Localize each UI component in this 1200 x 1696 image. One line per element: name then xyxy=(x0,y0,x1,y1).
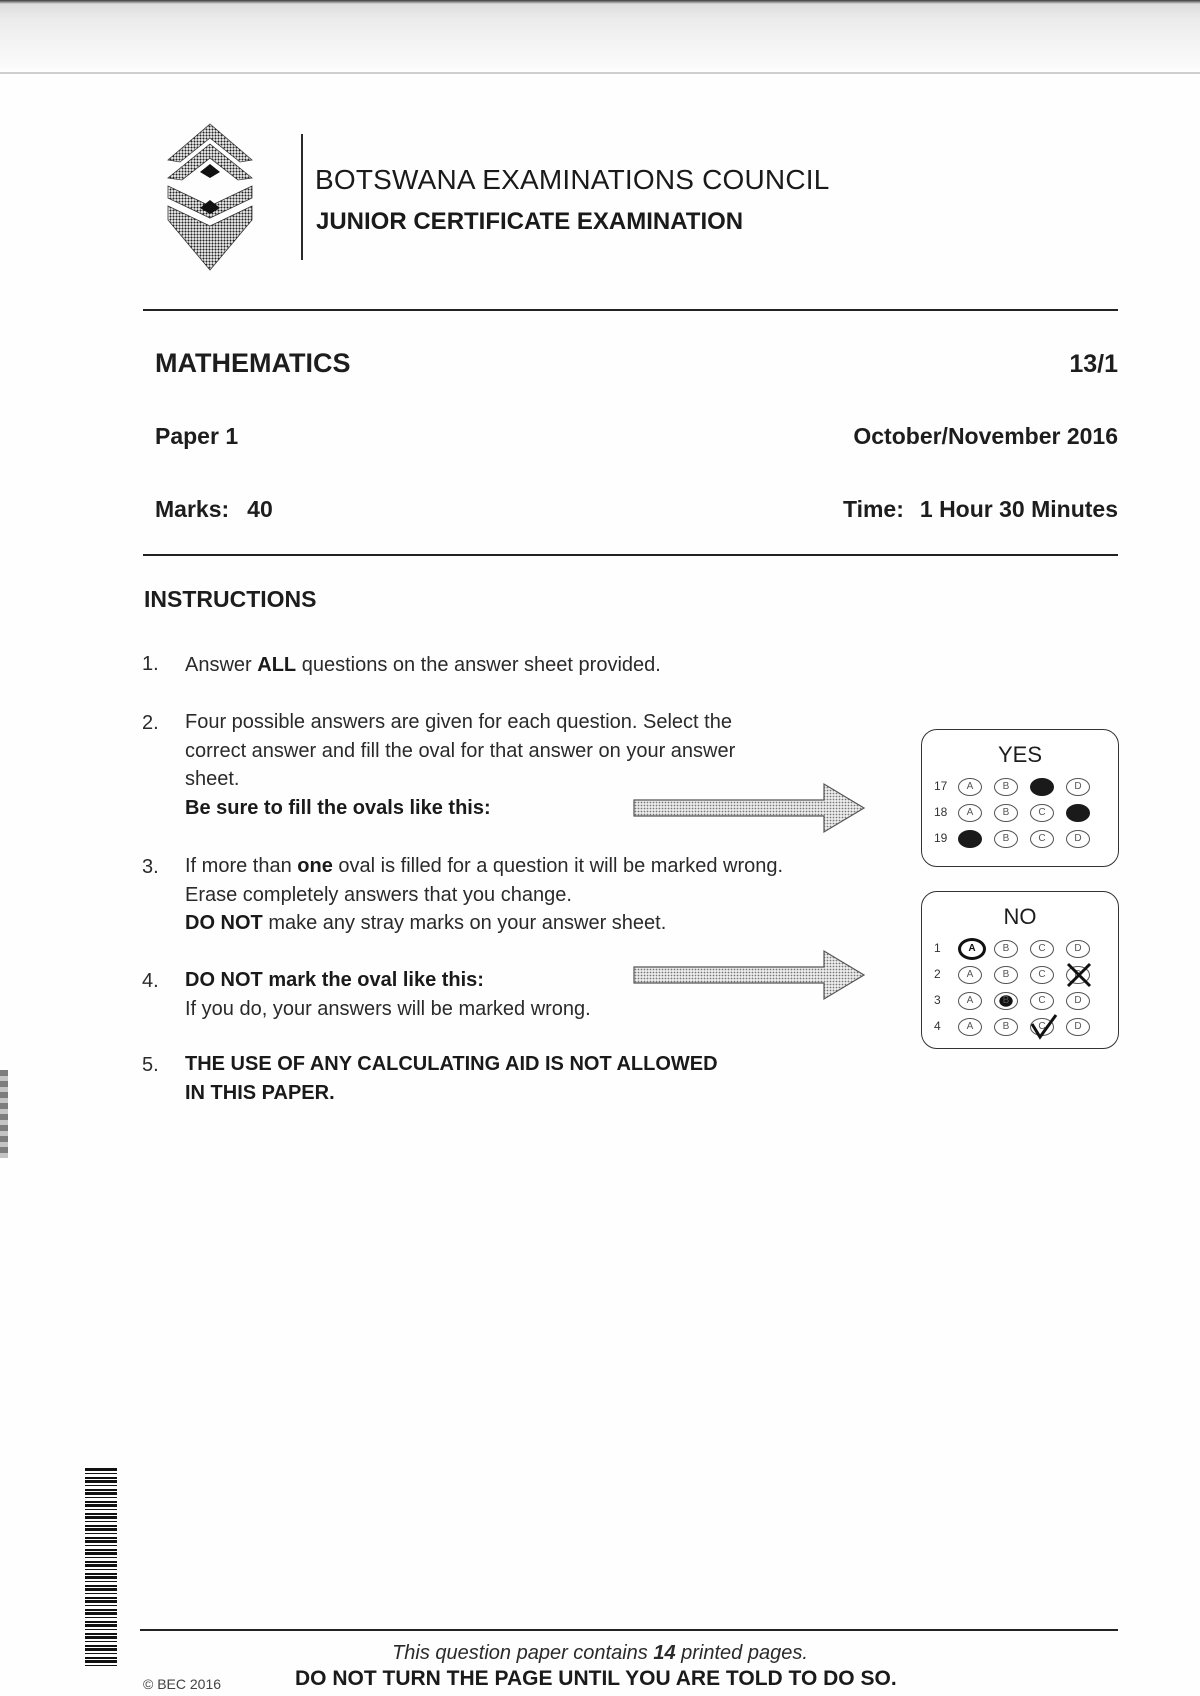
answer-oval-a: A xyxy=(958,778,982,796)
instruction-4 xyxy=(185,966,591,1023)
yes-example-box xyxy=(921,729,1119,867)
yes-bubble-rows xyxy=(934,774,1104,852)
answer-oval-a: A xyxy=(958,938,986,960)
answer-oval-d: D xyxy=(1066,830,1090,848)
exam-session: October/November 2016 xyxy=(853,423,1118,449)
answer-oval-b: B xyxy=(994,830,1018,848)
answer-oval-c: C xyxy=(1030,992,1054,1010)
instruction-number: 2. xyxy=(142,712,159,734)
rule-bottom xyxy=(140,1629,1118,1631)
bubble-row xyxy=(934,962,1104,988)
bubble-row xyxy=(934,774,1104,800)
answer-oval-d: D xyxy=(1066,778,1090,796)
instruction-emphasis: ALL xyxy=(257,654,297,676)
instruction-text: Erase completely answers that you change. xyxy=(185,883,572,906)
answer-oval-c: C xyxy=(1030,804,1054,822)
header-divider xyxy=(301,134,303,260)
instruction-text: make any stray marks on your answer sheet. xyxy=(262,912,667,934)
question-number: 19 xyxy=(934,831,948,845)
instruction-text: If more than xyxy=(185,855,298,877)
rule-top xyxy=(143,309,1118,311)
no-bubble-rows xyxy=(934,936,1104,1040)
scan-edge xyxy=(0,72,1200,74)
page-count-note xyxy=(0,1642,1200,1665)
question-number: 18 xyxy=(934,805,948,819)
time-label: Time: xyxy=(842,496,904,522)
paper-number: Paper 1 xyxy=(155,423,239,449)
turn-page-warning: DO NOT TURN THE PAGE UNTIL YOU ARE TOLD TO DO SO. xyxy=(295,1667,897,1690)
answer-oval-b: B xyxy=(994,1018,1018,1036)
page-count-text: This question paper contains xyxy=(392,1642,654,1664)
answer-oval-d: D xyxy=(1066,1018,1090,1036)
time-value: 1 Hour 30 Minutes xyxy=(919,496,1118,522)
answer-oval-c: C xyxy=(1030,966,1054,984)
instruction-text: If you do, your answers will be marked wrong. xyxy=(185,997,591,1020)
instruction-text: Answer xyxy=(185,654,258,676)
instruction-emphasis: DO NOT xyxy=(185,912,263,934)
bec-logo-icon xyxy=(160,122,260,272)
instruction-text: Four possible answers are given for each question. Select the xyxy=(185,711,732,733)
instruction-text: questions on the answer sheet provided. xyxy=(296,654,661,676)
bubble-row xyxy=(934,800,1104,826)
arrow-right-icon xyxy=(628,780,868,836)
barcode xyxy=(85,1468,117,1668)
question-number: 3 xyxy=(934,993,941,1007)
answer-oval-c: C xyxy=(1030,830,1054,848)
answer-oval-a: A xyxy=(958,1018,982,1036)
instruction-emphasis: IN THIS PAPER. xyxy=(185,1081,335,1104)
instruction-emphasis: DO NOT mark the oval like this: xyxy=(185,969,484,991)
answer-oval-d: D xyxy=(1066,940,1090,958)
instruction-text: sheet. xyxy=(185,768,240,790)
answer-oval-d: D xyxy=(1066,804,1090,822)
instruction-1 xyxy=(185,651,661,680)
question-number: 1 xyxy=(934,941,941,955)
question-number: 4 xyxy=(934,1019,941,1033)
instructions-heading: INSTRUCTIONS xyxy=(144,586,317,612)
instruction-emphasis: one xyxy=(297,855,333,877)
instruction-number: 3. xyxy=(142,856,159,878)
instruction-text: oval is filled for a question it will be marked wrong. xyxy=(332,855,784,877)
bubble-row xyxy=(934,1014,1104,1040)
question-number: 17 xyxy=(934,779,948,793)
page-count-text: printed pages. xyxy=(675,1642,808,1664)
answer-oval-d: D xyxy=(1066,992,1090,1010)
instruction-emphasis: Be sure to fill the ovals like this: xyxy=(185,796,491,819)
instruction-emphasis: THE USE OF ANY CALCULATING AID IS NOT ALLOWED xyxy=(185,1053,718,1075)
answer-oval-b: B xyxy=(994,778,1018,796)
instruction-number: 5. xyxy=(142,1054,159,1076)
bubble-row xyxy=(934,988,1104,1014)
answer-oval-b: B xyxy=(994,992,1018,1010)
answer-oval-a: A xyxy=(958,830,982,848)
instruction-text: correct answer and fill the oval for that answer on your answer xyxy=(185,739,736,762)
arrow-right-icon xyxy=(628,947,868,1003)
page-count-value: 14 xyxy=(653,1642,676,1664)
bubble-row xyxy=(934,826,1104,852)
answer-oval-a: A xyxy=(958,992,982,1010)
marks-line xyxy=(155,496,273,523)
council-name: BOTSWANA EXAMINATIONS COUNCIL xyxy=(315,164,830,195)
question-number: 2 xyxy=(934,967,941,981)
rule-middle xyxy=(143,554,1118,556)
answer-oval-a: A xyxy=(958,804,982,822)
bubble-row xyxy=(934,936,1104,962)
scan-shadow xyxy=(0,0,1200,72)
scan-margin-mark xyxy=(0,1070,8,1158)
answer-oval-a: A xyxy=(958,966,982,984)
answer-oval-b: B xyxy=(994,804,1018,822)
instruction-3 xyxy=(185,852,783,938)
yes-title: YES xyxy=(997,742,1043,767)
answer-oval-c: C xyxy=(1030,778,1054,796)
paper-code: 13/1 xyxy=(1069,350,1118,378)
answer-oval-b: B xyxy=(994,940,1018,958)
no-example-box xyxy=(921,891,1119,1049)
instruction-number: 4. xyxy=(142,970,159,992)
instruction-number: 1. xyxy=(142,653,159,675)
instruction-5 xyxy=(185,1050,718,1107)
answer-oval-c: C xyxy=(1030,1018,1054,1036)
time-line xyxy=(843,496,1118,523)
subject-title: MATHEMATICS xyxy=(155,348,351,378)
cross-mark-icon xyxy=(1063,960,1095,990)
answer-oval-d: D xyxy=(1066,966,1090,984)
no-title: NO xyxy=(1003,904,1037,929)
tick-mark-icon xyxy=(1027,1012,1059,1042)
copyright: © BEC 2016 xyxy=(143,1676,222,1692)
marks-label: Marks: xyxy=(155,496,230,522)
answer-oval-c: C xyxy=(1030,940,1054,958)
answer-oval-b: B xyxy=(994,966,1018,984)
exam-name: JUNIOR CERTIFICATE EXAMINATION xyxy=(316,208,744,235)
marks-value: 40 xyxy=(247,496,273,522)
